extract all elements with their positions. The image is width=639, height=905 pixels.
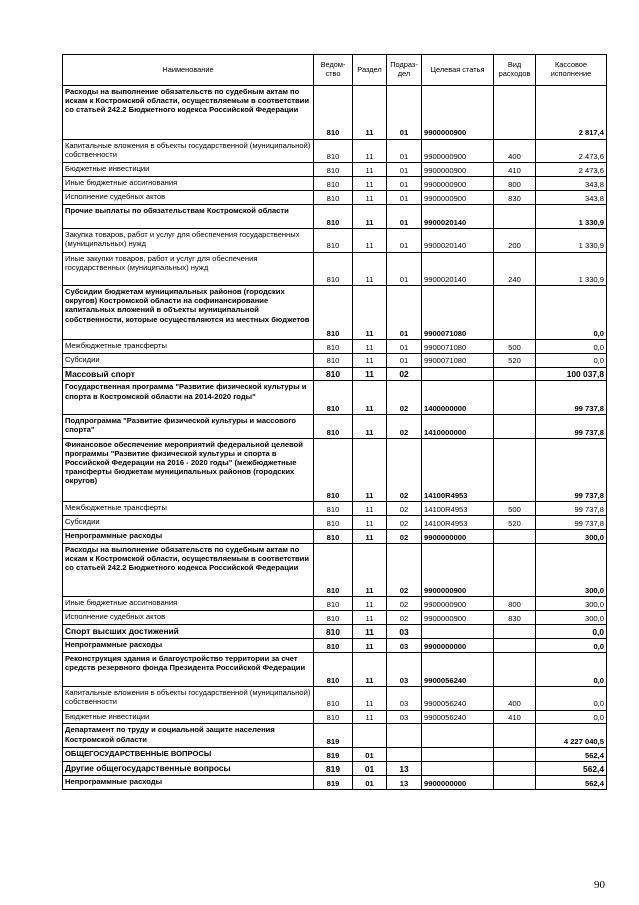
row-name: Расходы на выполнение обязательств по судебным актам по искам к Костромской области, осуществляемым в соответствии со статьей 242.2 Бюджетного кодекса Российской Федерации [63,86,314,140]
row-vid [494,415,536,439]
row-amount: 2 473,6 [536,163,607,177]
table-row [63,381,607,415]
row-name: Финансовое обеспечение мероприятий федеральной целевой программы "Развитие физической культуры и спорта в Российской Федерации на 2016 - 2020 годы" (межбюджетные трансферты бюджетам муниципальных районов (городских округов) [63,438,314,501]
row-target: 1410000000 [422,415,494,439]
table-row [63,353,607,367]
row-amount: 300,0 [536,611,607,625]
table-row [63,516,607,530]
table-row [63,502,607,516]
row-vedom: 819 [314,724,353,748]
row-vedom: 810 [314,86,353,140]
row-podrazdel: 03 [387,686,422,710]
row-razdel: 11 [353,252,387,286]
row-amount: 99 737,8 [536,415,607,439]
row-vid [494,762,536,776]
table-row [63,339,607,353]
row-podrazdel: 02 [387,597,422,611]
table-row [63,686,607,710]
row-target: 9900071080 [422,339,494,353]
row-amount: 4 227 040,5 [536,724,607,748]
row-vid [494,775,536,789]
row-vid [494,724,536,748]
row-razdel: 01 [353,748,387,762]
row-name: Закупка товаров, работ и услуг для обеспечения государственных (муниципальных) нужд [63,228,314,252]
table-row [63,762,607,776]
row-target: 9900000900 [422,611,494,625]
row-vid: 520 [494,516,536,530]
row-name: Межбюджетные трансферты [63,339,314,353]
header-razdel: Раздел [353,55,387,86]
row-vedom: 810 [314,611,353,625]
row-podrazdel: 02 [387,516,422,530]
row-amount: 1 330,9 [536,252,607,286]
header-vedom: Ведом-ство [314,55,353,86]
row-target: 14100R4953 [422,516,494,530]
row-podrazdel: 01 [387,177,422,191]
table-row [63,438,607,501]
row-vid [494,625,536,639]
row-podrazdel: 02 [387,438,422,501]
row-razdel: 11 [353,339,387,353]
row-vid [494,367,536,381]
row-name: Расходы на выполнение обязательств по судебным актам по искам к Костромской области, осуществляемым в соответствии со статьей 242.2 Бюджетного кодекса Российской Федерации [63,543,314,597]
row-vedom: 810 [314,415,353,439]
row-amount: 0,0 [536,339,607,353]
row-podrazdel: 01 [387,139,422,163]
row-name: Непрограммные расходы [63,639,314,653]
row-vid: 400 [494,686,536,710]
row-amount: 0,0 [536,353,607,367]
row-amount: 1 330,9 [536,204,607,228]
table-header-row [63,55,607,86]
row-razdel: 11 [353,381,387,415]
header-amount: Кассовое исполнение [536,55,607,86]
row-podrazdel: 01 [387,228,422,252]
row-vid: 500 [494,339,536,353]
row-name: Непрограммные расходы [63,775,314,789]
row-vid: 800 [494,177,536,191]
row-vid [494,286,536,340]
row-vedom: 810 [314,163,353,177]
table-row [63,86,607,140]
table-row [63,367,607,381]
row-target: 9900000000 [422,639,494,653]
row-amount: 343,8 [536,177,607,191]
table-row [63,163,607,177]
row-target: 9900056240 [422,653,494,687]
row-name: Спорт высших достижений [63,625,314,639]
row-razdel: 11 [353,139,387,163]
row-vedom: 810 [314,353,353,367]
row-vedom: 819 [314,748,353,762]
header-podrazdel: Подраз-дел [387,55,422,86]
row-podrazdel: 13 [387,775,422,789]
row-target [422,625,494,639]
row-name: Иные бюджетные ассигнования [63,597,314,611]
row-name: Субсидии [63,516,314,530]
row-razdel: 11 [353,625,387,639]
budget-table [62,54,607,790]
row-vid [494,748,536,762]
row-vedom: 810 [314,228,353,252]
table-row [63,625,607,639]
row-vedom: 810 [314,502,353,516]
row-name: Реконструкция здания и благоустройство территории за счет средств резервного фонда Президента Российской Федерации [63,653,314,687]
row-razdel: 11 [353,502,387,516]
row-razdel: 11 [353,415,387,439]
row-target: 9900000900 [422,177,494,191]
row-target: 9900000900 [422,139,494,163]
table-row [63,543,607,597]
row-vedom: 810 [314,438,353,501]
row-target: 9900020140 [422,228,494,252]
row-razdel: 11 [353,286,387,340]
row-podrazdel: 02 [387,367,422,381]
row-vedom: 810 [314,543,353,597]
row-name: Департамент по труду и социальной защите населения Костромской области [63,724,314,748]
row-vid: 410 [494,163,536,177]
row-target: 9900071080 [422,353,494,367]
row-target [422,762,494,776]
table-row [63,611,607,625]
row-vedom: 810 [314,625,353,639]
table-row [63,748,607,762]
row-target: 9900020140 [422,204,494,228]
row-vid: 410 [494,710,536,724]
row-razdel: 11 [353,353,387,367]
row-vedom: 810 [314,191,353,205]
row-razdel: 11 [353,639,387,653]
row-razdel [353,724,387,748]
row-vid [494,530,536,544]
row-podrazdel: 02 [387,530,422,544]
row-amount: 0,0 [536,639,607,653]
row-target [422,367,494,381]
row-amount: 0,0 [536,686,607,710]
row-target: 1400000000 [422,381,494,415]
row-vedom: 810 [314,286,353,340]
row-razdel: 11 [353,653,387,687]
row-podrazdel: 02 [387,502,422,516]
row-name: ОБЩЕГОСУДАРСТВЕННЫЕ ВОПРОСЫ [63,748,314,762]
row-name: Капитальные вложения в объекты государственной (муниципальной) собственности [63,139,314,163]
row-amount: 99 737,8 [536,438,607,501]
row-razdel: 11 [353,163,387,177]
row-target: 14100R4953 [422,502,494,516]
table-row [63,177,607,191]
table-row [63,252,607,286]
row-target: 9900000900 [422,191,494,205]
table-row [63,204,607,228]
row-podrazdel: 01 [387,204,422,228]
table-row [63,191,607,205]
row-amount: 100 037,8 [536,367,607,381]
row-target: 9900000000 [422,530,494,544]
row-vid: 800 [494,597,536,611]
row-vedom: 819 [314,762,353,776]
row-vid: 400 [494,139,536,163]
row-razdel: 11 [353,86,387,140]
row-amount: 562,4 [536,748,607,762]
row-razdel: 11 [353,204,387,228]
row-podrazdel [387,724,422,748]
table-row [63,228,607,252]
row-target: 9900071080 [422,286,494,340]
row-amount: 562,4 [536,775,607,789]
row-target [422,724,494,748]
row-amount: 99 737,8 [536,502,607,516]
row-target: 9900056240 [422,686,494,710]
row-podrazdel: 01 [387,286,422,340]
row-vid [494,204,536,228]
row-vedom: 810 [314,339,353,353]
row-name: Другие общегосударственные вопросы [63,762,314,776]
table-row [63,286,607,340]
row-name: Капитальные вложения в объекты государственной (муниципальной) собственности [63,686,314,710]
row-podrazdel: 01 [387,163,422,177]
row-name: Субсидии бюджетам муниципальных районов (городских округов) Костромской области на софинансирование капитальных вложений в объекты муниципальной собственности, которые осуществляются из местных бюджетов [63,286,314,340]
page-number: 90 [594,879,605,891]
row-podrazdel: 13 [387,762,422,776]
row-podrazdel: 01 [387,252,422,286]
row-podrazdel: 01 [387,353,422,367]
row-vid: 830 [494,611,536,625]
row-name: Бюджетные инвестиции [63,163,314,177]
row-podrazdel: 03 [387,710,422,724]
row-amount: 300,0 [536,530,607,544]
row-podrazdel: 03 [387,625,422,639]
row-vedom: 810 [314,381,353,415]
row-target: 14100R4953 [422,438,494,501]
table-row [63,530,607,544]
row-target: 9900000000 [422,775,494,789]
row-amount: 562,4 [536,762,607,776]
row-target: 9900020140 [422,252,494,286]
row-amount: 343,8 [536,191,607,205]
row-razdel: 11 [353,177,387,191]
row-podrazdel: 01 [387,339,422,353]
row-razdel: 11 [353,367,387,381]
row-razdel: 11 [353,438,387,501]
row-vid [494,86,536,140]
row-amount: 2 817,4 [536,86,607,140]
header-name: Наименование [63,55,314,86]
table-row [63,639,607,653]
row-razdel: 01 [353,775,387,789]
row-vedom: 810 [314,367,353,381]
row-vid: 200 [494,228,536,252]
table-row [63,724,607,748]
row-amount: 300,0 [536,597,607,611]
row-podrazdel: 01 [387,86,422,140]
row-podrazdel: 02 [387,611,422,625]
row-vedom: 810 [314,639,353,653]
row-amount: 0,0 [536,286,607,340]
row-amount: 1 330,9 [536,228,607,252]
table-row [63,139,607,163]
row-name: Прочие выплаты по обязательствам Костромской области [63,204,314,228]
table-row [63,775,607,789]
row-target: 9900000900 [422,86,494,140]
row-vid: 240 [494,252,536,286]
row-target: 9900000900 [422,597,494,611]
row-name: Подпрограмма "Развитие физической культуры и массового спорта" [63,415,314,439]
row-name: Непрограммные расходы [63,530,314,544]
row-vedom: 810 [314,653,353,687]
header-vid: Вид расходов [494,55,536,86]
row-vid: 500 [494,502,536,516]
row-amount: 99 737,8 [536,516,607,530]
row-vedom: 810 [314,177,353,191]
table-row [63,653,607,687]
row-podrazdel: 02 [387,381,422,415]
row-target: 9900000900 [422,543,494,597]
row-name: Исполнение судебных актов [63,611,314,625]
row-name: Межбюджетные трансферты [63,502,314,516]
row-name: Иные бюджетные ассигнования [63,177,314,191]
row-podrazdel: 03 [387,653,422,687]
row-razdel: 11 [353,530,387,544]
row-razdel: 01 [353,762,387,776]
table-row [63,597,607,611]
row-razdel: 11 [353,686,387,710]
row-razdel: 11 [353,516,387,530]
row-vid [494,438,536,501]
row-amount: 0,0 [536,653,607,687]
row-razdel: 11 [353,611,387,625]
row-podrazdel: 01 [387,191,422,205]
row-amount: 2 473,6 [536,139,607,163]
row-podrazdel [387,748,422,762]
row-name: Массовый спорт [63,367,314,381]
row-vedom: 810 [314,530,353,544]
row-razdel: 11 [353,191,387,205]
row-vedom: 810 [314,252,353,286]
table-row [63,415,607,439]
row-name: Исполнение судебных актов [63,191,314,205]
header-target: Целевая статья [422,55,494,86]
row-target: 9900056240 [422,710,494,724]
row-name: Государственная программа "Развитие физической культуры и спорта в Костромской области на 2014-2020 годы" [63,381,314,415]
row-target: 9900000900 [422,163,494,177]
row-amount: 99 737,8 [536,381,607,415]
row-vid: 830 [494,191,536,205]
row-vedom: 810 [314,686,353,710]
row-vid [494,639,536,653]
row-razdel: 11 [353,228,387,252]
row-vedom: 810 [314,516,353,530]
row-vedom: 810 [314,597,353,611]
row-vedom: 810 [314,139,353,163]
row-name: Бюджетные инвестиции [63,710,314,724]
row-vid [494,381,536,415]
table-body [63,86,607,790]
row-name: Субсидии [63,353,314,367]
row-vedom: 810 [314,204,353,228]
row-vid: 520 [494,353,536,367]
table-row [63,710,607,724]
row-vedom: 819 [314,775,353,789]
row-amount: 300,0 [536,543,607,597]
row-podrazdel: 02 [387,543,422,597]
row-vedom: 810 [314,710,353,724]
row-razdel: 11 [353,543,387,597]
row-target [422,748,494,762]
row-podrazdel: 02 [387,415,422,439]
row-amount: 0,0 [536,710,607,724]
row-podrazdel: 03 [387,639,422,653]
row-razdel: 11 [353,710,387,724]
row-vid [494,543,536,597]
row-vid [494,653,536,687]
row-name: Иные закупки товаров, работ и услуг для обеспечения государственных (муниципальных) нужд [63,252,314,286]
row-amount: 0,0 [536,625,607,639]
row-razdel: 11 [353,597,387,611]
